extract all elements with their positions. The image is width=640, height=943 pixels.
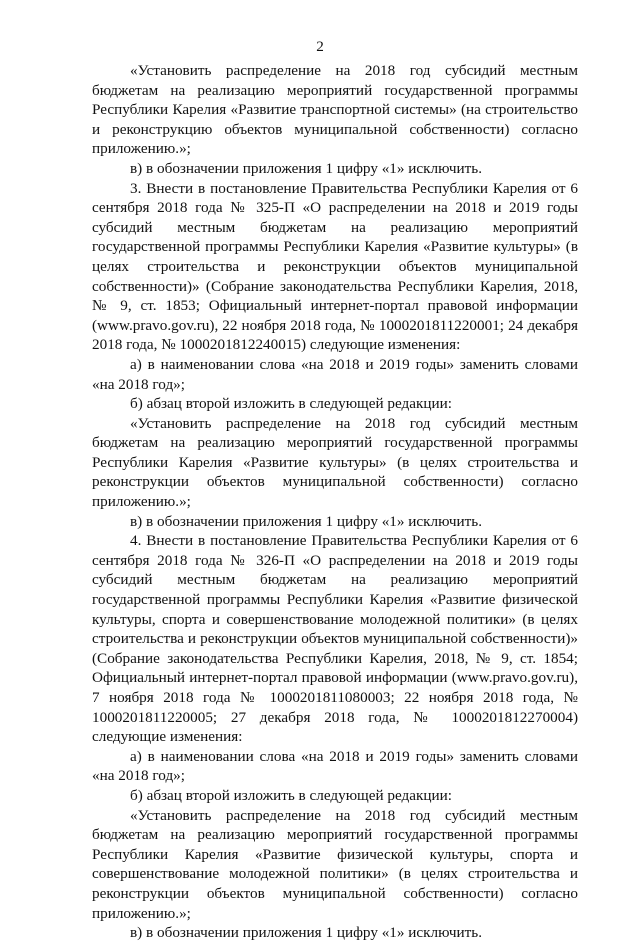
paragraph-section-4: 4. Внести в постановление Правительства Республики Карелия от 6 сентября 2018 года № 326-П «О распределении на 2018 и 2019 годы субсидий местным бюджетам на реализацию мероприятий государственной программы Республики Карелия «Развитие физической культуры, спорта и совершенствование молодежной политики» (в целях строительства и реконструкции объектов муниципальной собственности)» (Собрание законодательства Республики Карелия, 2018, № 9, ст. 1854; Официальный интернет-портал правовой информации (www.pravo.gov.ru), 7 ноября 2018 года № 1000201811080003; 22 ноября 2018 года, № 1000201811220005; 27 декабря 2018 года, № 1000201812270004) следующие изменения: <box>92 532 578 746</box>
paragraph-quote-culture: «Установить распределение на 2018 год субсидий местным бюджетам на реализацию мероприятий государственной программы Республики Карелия «Развитие культуры» (в целях строительства и реконструкции объектов муниципальной собственности) согласно приложению.»; <box>92 414 578 511</box>
paragraph-quote-transport: «Установить распределение на 2018 год субсидий местным бюджетам на реализацию мероприятий государственной программы Республики Карелия «Развитие транспортной системы» (на строительство и реконструкцию объектов муниципальной собственности) согласно приложению.»; <box>92 62 578 158</box>
page-number: 2 <box>316 38 324 55</box>
paragraph-item-a-1: а) в наименовании слова «на 2018 и 2019 годы» заменить словами «на 2018 год»; <box>92 355 578 393</box>
paragraph-item-v-2: в) в обозначении приложения 1 цифру «1» исключить. <box>130 512 483 530</box>
paragraph-item-v-3: в) в обозначении приложения 1 цифру «1» исключить. <box>130 924 483 942</box>
paragraph-quote-sport: «Установить распределение на 2018 год субсидий местным бюджетам на реализацию мероприятий государственной программы Республики Карелия «Развитие физической культуры, спорта и совершенствование молодежной политики» (в целях строительства и реконструкции объектов муниципальной собственности) согласно приложению.»; <box>92 806 578 922</box>
paragraph-item-v-1: в) в обозначении приложения 1 цифру «1» исключить. <box>130 159 483 177</box>
paragraph-item-a-2: а) в наименовании слова «на 2018 и 2019 годы» заменить словами «на 2018 год»; <box>92 747 578 785</box>
paragraph-section-3: 3. Внести в постановление Правительства Республики Карелия от 6 сентября 2018 года № 325-П «О распределении на 2018 и 2019 годы субсидий местным бюджетам на реализацию мероприятий государственной программы Республики Карелия «Развитие культуры» (в целях строительства и реконструкции объектов муниципальной собственности)» (Собрание законодательства Республики Карелия, 2018, № 9, ст. 1853; Официальный интернет-портал правовой информации (www.pravo.gov.ru), 22 ноября 2018 года, № 1000201811220001; 24 декабря 2018 года, № 1000201812240015) следующие изменения: <box>92 179 578 354</box>
paragraph-item-b-1: б) абзац второй изложить в следующей редакции: <box>130 395 452 413</box>
paragraph-item-b-2: б) абзац второй изложить в следующей редакции: <box>130 786 452 804</box>
document-body <box>92 61 578 943</box>
